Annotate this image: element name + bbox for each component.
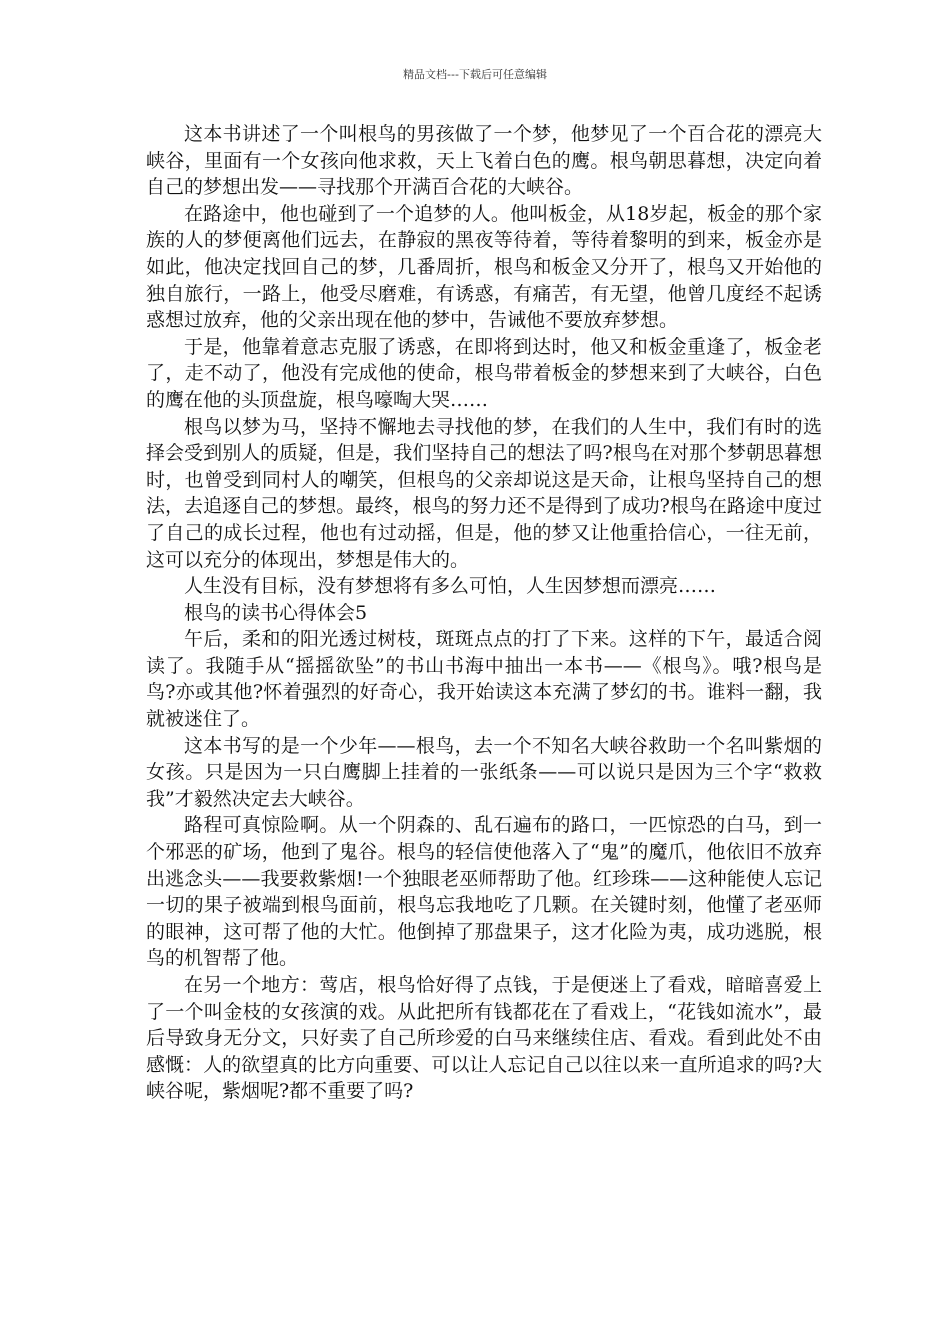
paragraph: 路程可真惊险啊。从一个阴森的、乱石遍布的路口，一匹惊恐的白马，到一个邪恶的矿场，他到了鬼谷。根鸟的轻信使他落入了“鬼”的魔爪，他依旧不放弃出逃念头——我要救紫烟!一个独眼老巫师帮助了他。红珍珠——这种能使人忘记一切的果子被端到根鸟面前，根鸟忘我地吃了几颗。在关键时刻，他懂了老巫师的眼神，这可帮了他的大忙。他倒掉了那盘果子，这才化险为夷，成功逃脱，根鸟的机智帮了他。 bbox=[146, 814, 822, 970]
paragraph: 在另一个地方：莺店，根鸟恰好得了点钱，于是便迷上了看戏，暗暗喜爱上了一个叫金枝的女孩演的戏。从此把所有钱都花在了看戏上，“花钱如流水”，最后导致身无分文，只好卖了自己所珍爱的白马来继续住店、看戏。看到此处不由感慨：人的欲望真的比方向重要、可以让人忘记自己以往以来一直所追求的吗?大峡谷呢，紫烟呢?都不重要了吗? bbox=[146, 974, 822, 1103]
section-heading: 根鸟的读书心得体会5 bbox=[184, 601, 368, 624]
page-header: 精品文档---下载后可任意编辑 bbox=[403, 68, 547, 81]
body-text bbox=[146, 121, 822, 1105]
paragraph: 午后，柔和的阳光透过树枝，斑斑点点的打了下来。这样的下午，最适合阅读了。我随手从“摇摇欲坠”的书山书海中抽出一本书——《根鸟》。哦?根鸟是鸟?亦或其他?怀着强烈的好奇心，我开始读这本充满了梦幻的书。谁料一翻，我就被迷住了。 bbox=[146, 628, 822, 731]
paragraph: 这本书写的是一个少年——根鸟，去一个不知名大峡谷救助一个名叫紫烟的女孩。只是因为一只白鹰脚上挂着的一张纸条——可以说只是因为三个字“救救我”才毅然决定去大峡谷。 bbox=[146, 734, 822, 810]
paragraph: 于是，他靠着意志克服了诱惑，在即将到达时，他又和板金重逢了，板金老了，走不动了，他没有完成他的使命，根鸟带着板金的梦想来到了大峡谷，白色的鹰在他的头顶盘旋，根鸟嚎啕大哭…… bbox=[146, 335, 822, 411]
paragraph: 在路途中，他也碰到了一个追梦的人。他叫板金，从18岁起，板金的那个家族的人的梦便离他们远去，在静寂的黑夜等待着，等待着黎明的到来，板金亦是如此，他决定找回自己的梦，几番周折，根鸟和板金又分开了，根鸟又开始他的独自旅行，一路上，他受尽磨难，有诱惑，有痛苦，有无望，他曾几度经不起诱惑想过放弃，他的父亲出现在他的梦中，告诫他不要放弃梦想。 bbox=[146, 202, 822, 332]
paragraph: 这本书讲述了一个叫根鸟的男孩做了一个梦，他梦见了一个百合花的漂亮大峡谷，里面有一个女孩向他求救，天上飞着白色的鹰。根鸟朝思暮想，决定向着自己的梦想出发——寻找那个开满百合花的大峡谷。 bbox=[146, 123, 822, 199]
paragraph: 人生没有目标，没有梦想将有多么可怕，人生因梦想而漂亮…… bbox=[184, 575, 717, 598]
paragraph: 根鸟以梦为马，坚持不懈地去寻找他的梦，在我们的人生中，我们有时的选择会受到别人的质疑，但是，我们坚持自己的想法了吗?根鸟在对那个梦朝思暮想时，也曾受到同村人的嘲笑，但根鸟的父亲却说这是天命，让根鸟坚持自己的想法，去追逐自己的梦想。最终，根鸟的努力还不是得到了成功?根鸟在路途中度过了自己的成长过程，他也有过动摇，但是，他的梦又让他重拾信心，一往无前，这可以充分的体现出，梦想是伟大的。 bbox=[146, 415, 822, 571]
